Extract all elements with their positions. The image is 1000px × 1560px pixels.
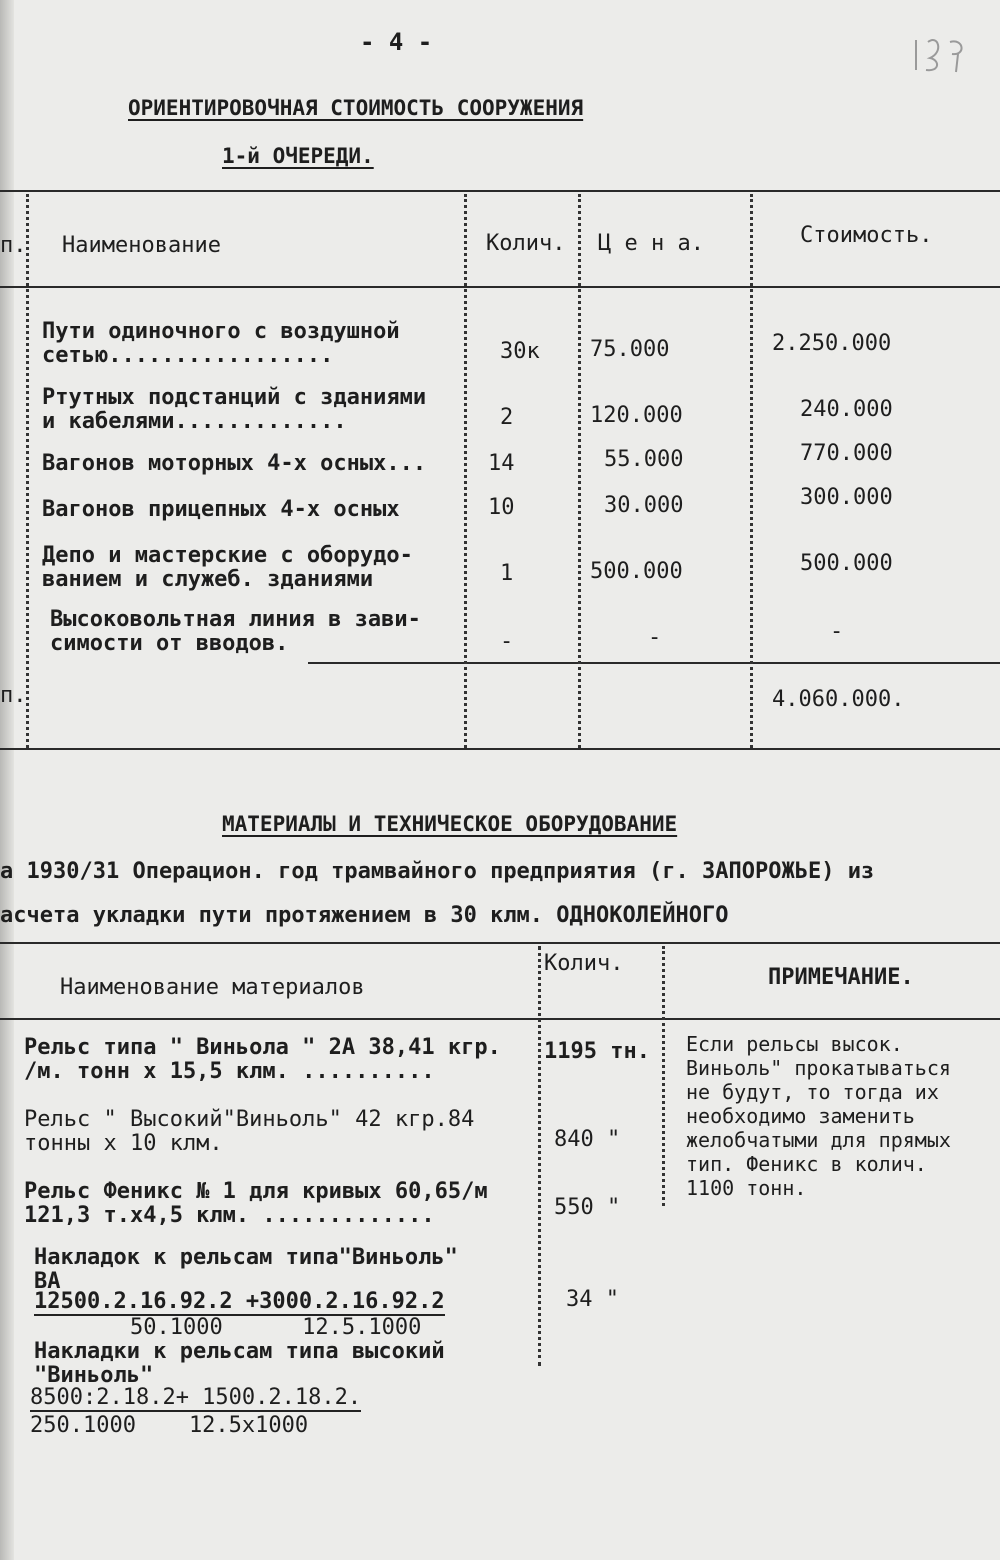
- materials-top-rule: [0, 942, 1000, 944]
- fishplate-formula-2-top: 8500:2.18.2+ 1500.2.18.2.: [30, 1385, 362, 1410]
- cost-header-price: Ц е н а.: [598, 231, 704, 256]
- cost-col-divider-4: [750, 194, 753, 748]
- cost-col-divider-3: [578, 194, 581, 748]
- cost-table-top-rule: [0, 190, 1000, 192]
- material-row-5-name: Накладки к рельсам типа высокий "Виньоль": [34, 1339, 445, 1388]
- cost-row-1-cost: 2.250.000: [772, 331, 892, 356]
- cost-row-2-cost: 240.000: [800, 397, 893, 422]
- cost-total-label: п.: [0, 683, 27, 708]
- document-title-line1: ОРИЕНТИРОВОЧНАЯ СТОИМОСТЬ СООРУЖЕНИЯ: [128, 96, 584, 120]
- cost-table-header-rule: [0, 286, 1000, 288]
- cost-row-2-qty: 2: [500, 405, 514, 430]
- margin-handwritten-mark: [910, 30, 972, 78]
- materials-intro-line1: а 1930/31 Операцион. год трамвайного предприятия (г. ЗАПОРОЖЬЕ) из: [0, 859, 875, 884]
- cost-row-2-name: Ртутных подстанций с зданиями и кабелями.............: [42, 385, 427, 434]
- material-row-2-name: Рельс " Высокий"Виньоль" 42 кгр.84 тонны х 10 клм.: [24, 1107, 475, 1156]
- cost-table-bottom-rule: [0, 748, 1000, 750]
- materials-header-qty: Колич.: [544, 951, 624, 976]
- document-title-line2: 1-й ОЧЕРЕДИ.: [222, 144, 374, 168]
- fishplate-formula-1-bottom: 50.1000 12.5.1000: [130, 1315, 422, 1340]
- material-row-4-qty: 34 ": [566, 1287, 619, 1312]
- materials-header-rule: [0, 1018, 1000, 1020]
- materials-note: Если рельсы высок. Виньоль" прокатываться не будут, то тогда их необходимо заменить желобчатыми для прямых тип. Феникс в колич. 1100 тонн.: [686, 1032, 951, 1200]
- cost-header-cost: Стоимость.: [800, 223, 933, 248]
- cost-col-divider-1: [26, 194, 29, 748]
- cost-row-1-price: 75.000: [590, 337, 670, 362]
- material-row-1-qty: 1195 тн.: [544, 1039, 650, 1064]
- material-row-4-name: Накладок к рельсам типа"Виньоль" ВА: [34, 1245, 458, 1294]
- cost-row-6-cost: -: [830, 619, 844, 644]
- cost-row-6-qty: -: [500, 629, 514, 654]
- cost-header-qty: Колич.: [486, 231, 566, 256]
- cost-row-5-qty: 1: [500, 561, 514, 586]
- material-row-3-qty: 550 ": [554, 1195, 621, 1220]
- cost-row-1-name: Пути одиночного с воздушной сетью.................: [42, 319, 400, 368]
- cost-row-5-cost: 500.000: [800, 551, 893, 576]
- cost-row-3-cost: 770.000: [800, 441, 893, 466]
- material-row-2-qty: 840 ": [554, 1127, 621, 1152]
- cost-row-1-qty: 30к: [500, 339, 540, 364]
- page-number: - 4 -: [360, 28, 433, 56]
- cost-row-3-price: 55.000: [604, 447, 684, 472]
- materials-col-divider-1: [538, 946, 541, 1366]
- materials-col-divider-2: [662, 946, 665, 1206]
- cost-row-5-price: 500.000: [590, 559, 683, 584]
- materials-header-name: Наименование материалов: [60, 975, 365, 1000]
- cost-row-3-name: Вагонов моторных 4-х осных...: [42, 451, 427, 476]
- material-row-1-name: Рельс типа " Виньола " 2А 38,41 кгр. /м. тонн х 15,5 клм. ..........: [24, 1035, 501, 1084]
- cost-row-5-name: Депо и мастерские с оборудо- ванием и служеб. зданиями: [42, 543, 413, 592]
- cost-header-num: п.: [0, 233, 27, 258]
- cost-total-value: 4.060.000.: [772, 687, 905, 712]
- fishplate-formula-1-top: 12500.2.16.92.2 +3000.2.16.92.2: [34, 1289, 445, 1314]
- cost-row-4-qty: 10: [488, 495, 515, 520]
- cost-row-2-price: 120.000: [590, 403, 683, 428]
- material-row-3-name: Рельс Феникс № 1 для кривых 60,65/м 121,3 т.х4,5 клм. .............: [24, 1179, 488, 1228]
- materials-header-note: ПРИМЕЧАНИЕ.: [768, 965, 914, 990]
- cost-col-divider-2: [464, 194, 467, 748]
- materials-intro-line2: асчета укладки пути протяжением в 30 клм. ОДНОКОЛЕЙНОГО: [0, 903, 729, 928]
- cost-row-6-name: Высоковольтная линия в зави- симости от вводов.: [50, 607, 421, 656]
- cost-table-total-rule: [308, 662, 1000, 664]
- cost-row-6-price: -: [648, 625, 662, 650]
- cost-row-4-price: 30.000: [604, 493, 684, 518]
- cost-row-4-cost: 300.000: [800, 485, 893, 510]
- cost-row-4-name: Вагонов прицепных 4-х осных: [42, 497, 400, 522]
- cost-header-name: Наименование: [62, 233, 221, 258]
- materials-heading: МАТЕРИАЛЫ И ТЕХНИЧЕСКОЕ ОБОРУДОВАНИЕ: [222, 812, 678, 836]
- cost-row-3-qty: 14: [488, 451, 515, 476]
- fishplate-formula-2-bottom: 250.1000 12.5x1000: [30, 1413, 309, 1438]
